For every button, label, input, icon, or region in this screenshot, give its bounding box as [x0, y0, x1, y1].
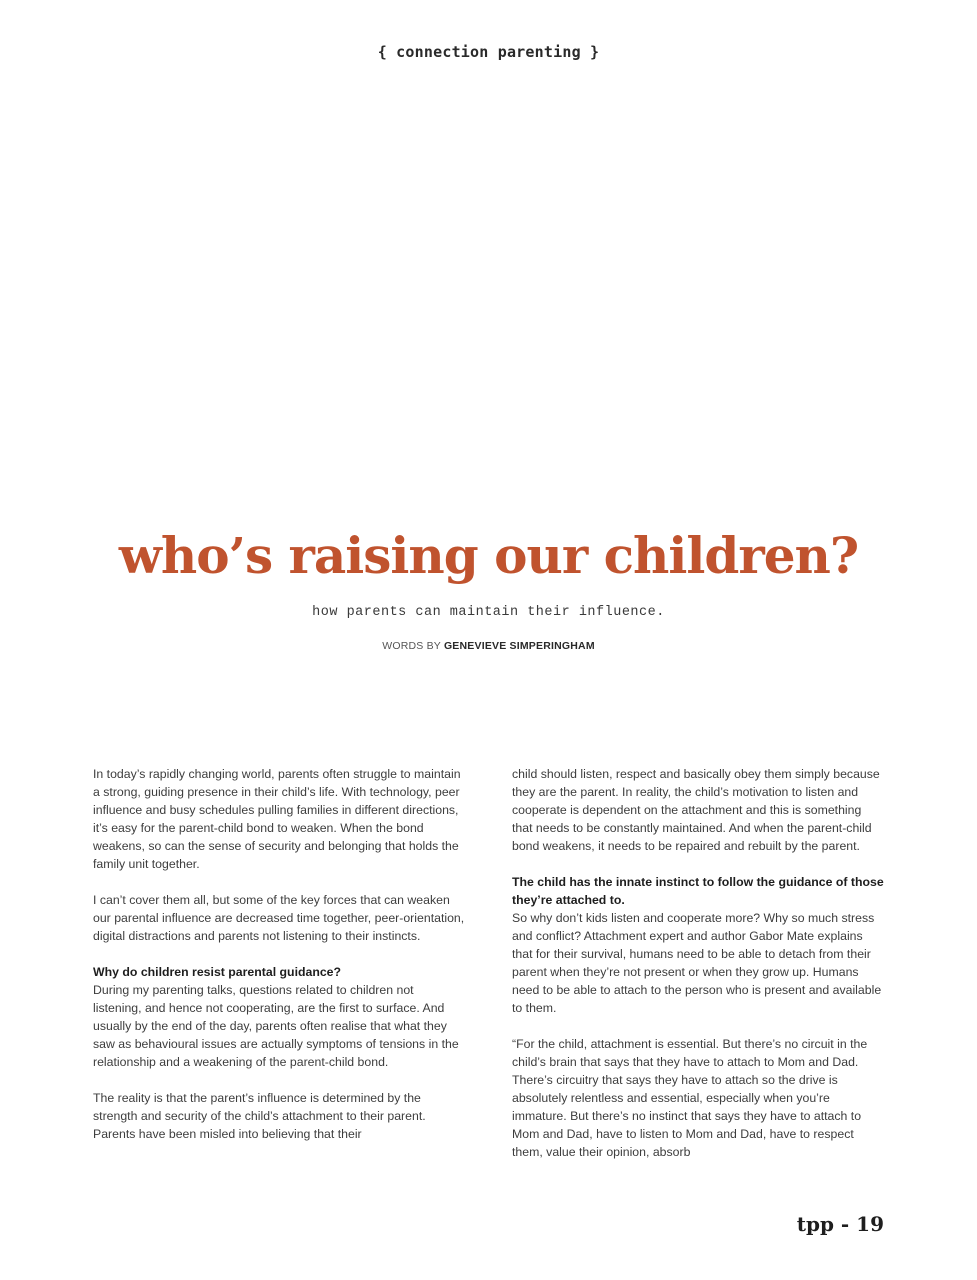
- article-subhead: how parents can maintain their influence.: [312, 605, 665, 620]
- body-paragraph: So why don’t kids listen and cooperate more? Why so much stress and conflict? Attachment expert and author Gabor Mate explains that for their survival, humans need to be able to detach from their parent when they’re not present or when they grow up. Humans need to be able to attach to the person who is present and available to them.: [512, 911, 882, 1015]
- body-paragraph: During my parenting talks, questions related to children not listening, and hence not cooperating, are the first to surface. And usually by the end of the day, parents often realise that what they saw as behavioural issues are actually symptoms of tensions in the relationship and a weakening of the parent-child bond.: [93, 983, 459, 1069]
- body-paragraph: child should listen, respect and basically obey them simply because they are the parent. In reality, the child’s motivation to listen and cooperate is dependent on the attachment and this is something that needs to be constantly maintained. And when the parent-child bond weakens, it needs to be repaired and rebuilt by the parent.: [512, 767, 880, 853]
- section-tag: { connection parenting }: [377, 43, 600, 61]
- section-heading: Why do children resist parental guidance?: [93, 965, 342, 979]
- body-paragraph: In today’s rapidly changing world, parents often struggle to maintain a strong, guiding presence in their child’s life. With technology, peer influence and busy schedules pulling families in different directions, it’s easy for the parent-child bond to weaken. When the bond weakens, so can the sense of security and belonging that holds the family unit together.: [93, 767, 461, 871]
- article-headline: who’s raising our children?: [118, 526, 859, 585]
- right-column: [512, 765, 884, 1179]
- body-section: [93, 963, 465, 981]
- byline-prefix: WORDS BY: [382, 640, 441, 652]
- body-paragraph: I can’t cover them all, but some of the key forces that can weaken our parental influence are decreased time together, peer-orientation, digital distractions and parents not listening to their instincts.: [93, 893, 465, 943]
- byline: [0, 640, 977, 652]
- body-paragraph: “For the child, attachment is essential. But there’s no circuit in the child’s brain that says that they have to attach to Mom and Dad. There’s circuitry that says they have to attach so the drive is absolutely relentless and essential, especially when you’re immature. But there’s no instinct that says they have to attach to Mom and Dad, have to listen to Mom and Dad, have to respect them, value their opinion, absorb: [512, 1037, 868, 1159]
- body-paragraph: The reality is that the parent’s influence is determined by the strength and security of the child’s attachment to their parent. Parents have been misled into believing that their: [93, 1091, 426, 1141]
- byline-author: GENEVIEVE SIMPERINGHAM: [443, 640, 595, 652]
- body-section: [512, 873, 884, 909]
- page-number: tpp - 19: [796, 1212, 884, 1236]
- section-heading: The child has the innate instinct to follow the guidance of those they’re attached to.: [512, 875, 884, 907]
- left-column: [93, 765, 465, 1161]
